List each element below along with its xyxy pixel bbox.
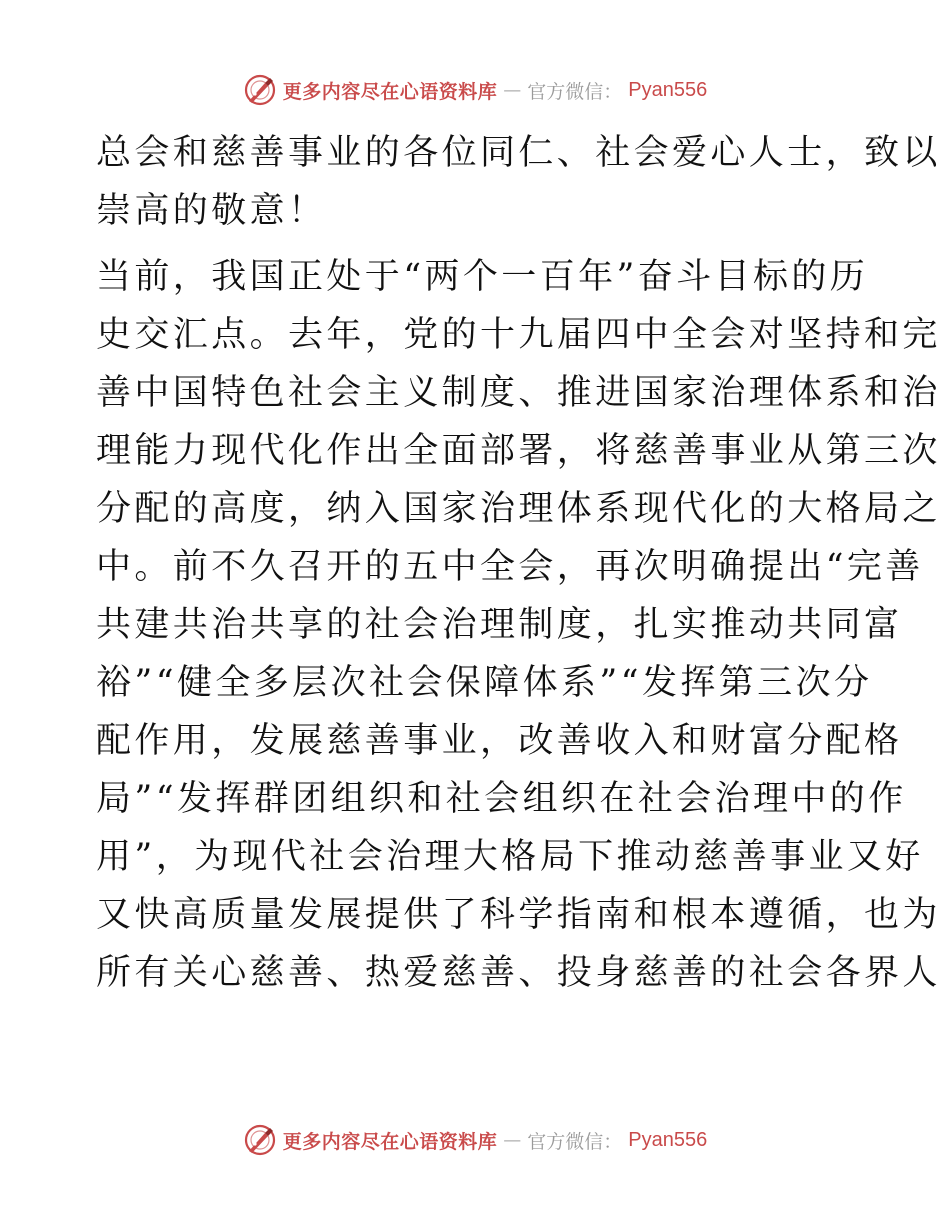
text-line: 总会和慈善事业的各位同仁、社会爱心人士，致以 [96,133,941,173]
text-line: 所有关心慈善、热爱慈善、投身慈善的社会各界人 [96,953,941,993]
pen-logo-icon [243,73,277,107]
watermark-wechat-id: Pyan556 [628,78,708,101]
text-line: 当前，我国正处于“两个一百年”奋斗目标的历 [96,257,869,297]
paragraph [96,124,941,240]
text-line: 分配的高度，纳入国家治理体系现代化的大格局之 [96,489,941,529]
watermark-text: 更多内容尽在心语资料库 [282,80,498,103]
header-watermark [0,72,950,108]
text-line: 局”“发挥群团组织和社会组织在社会治理中的作 [96,779,907,819]
text-line: 史交汇点。去年，党的十九届四中全会对坚持和完 [96,315,941,355]
watermark-wechat-label: 官方微信： [527,80,623,103]
text-line: 裕”“健全多层次社会保障体系”“发挥第三次分 [96,663,873,703]
watermark-separator: — [503,79,522,101]
watermark-wechat-id: Pyan556 [628,1128,708,1151]
watermark-separator: — [503,1129,522,1151]
document-body [96,124,941,1002]
text-line: 配作用，发展慈善事业，改善收入和财富分配格 [96,721,903,761]
footer-watermark [0,1122,950,1158]
paragraph [96,248,941,1002]
text-line: 善中国特色社会主义制度、推进国家治理体系和治 [96,373,941,413]
text-line: 用”，为现代社会治理大格局下推动慈善事业又好 [96,837,924,877]
text-line: 共建共治共享的社会治理制度，扎实推动共同富 [96,605,903,645]
text-line: 又快高质量发展提供了科学指南和根本遵循，也为 [96,895,941,935]
text-line: 中。前不久召开的五中全会，再次明确提出“完善 [96,547,924,587]
text-line: 崇高的敬意！ [96,191,327,231]
pen-logo-icon [243,1123,277,1157]
watermark-text: 更多内容尽在心语资料库 [282,1130,498,1153]
text-line: 理能力现代化作出全面部署，将慈善事业从第三次 [96,431,941,471]
watermark-wechat-label: 官方微信： [527,1130,623,1153]
